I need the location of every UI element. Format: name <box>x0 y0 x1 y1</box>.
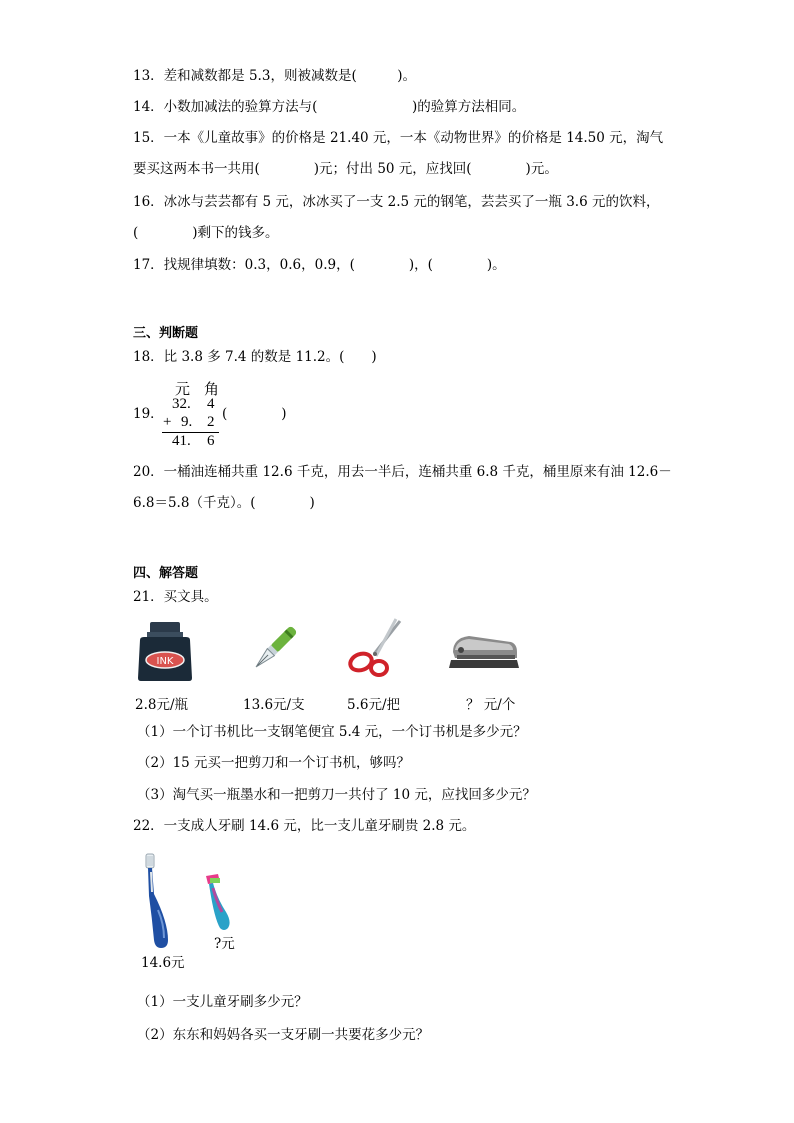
result-integer: 41. <box>172 433 191 449</box>
question-22: 22．一支成人牙刷 14.6 元，比一支儿童牙刷贵 2.8 元。 <box>133 818 476 834</box>
question-21-3: （3）淘气买一瓶墨水和一把剪刀一共付了 10 元，应找回多少元？ <box>137 787 536 803</box>
ink-bottle-icon <box>134 620 196 682</box>
scissors-price: 5.6元/把 <box>347 697 401 713</box>
stapler-icon <box>447 628 521 672</box>
question-21: 21．买文具。 <box>133 589 218 605</box>
adult-toothbrush-price: 14.6元 <box>141 955 185 971</box>
question-21-2: （2）15 元买一把剪刀和一个订书机，够吗？ <box>137 755 411 771</box>
question-18: 18．比 3.8 多 7.4 的数是 11.2。( ) <box>133 349 377 365</box>
question-19-answer: ( ) <box>222 406 287 422</box>
plus-sign: + <box>163 414 172 430</box>
result-decimal: 6 <box>207 433 215 449</box>
section-4-title: 四、解答题 <box>133 566 199 581</box>
question-14: 14．小数加减法的验算方法与( )的验算方法相同。 <box>133 99 526 115</box>
ink-label: INK <box>156 656 174 667</box>
child-toothbrush-price: ?元 <box>214 936 235 952</box>
row2-decimal: 2 <box>207 414 215 430</box>
question-22-2: （2）东东和妈妈各买一支牙刷一共要花多少元？ <box>137 1027 430 1043</box>
question-16-line-2: ( )剩下的钱多。 <box>133 225 279 241</box>
stapler-price: ？ 元/个 <box>466 697 516 713</box>
ink-price: 2.8元/瓶 <box>135 697 189 713</box>
header-jiao: 角 <box>204 382 220 398</box>
question-20-line-2: 6.8＝5.8（千克）。( ) <box>133 495 315 511</box>
question-17: 17．找规律填数：0.3，0.6，0.9，( )，( )。 <box>133 257 506 273</box>
question-15-line-1: 15．一本《儿童故事》的价格是 21.40 元，一本《动物世界》的价格是 14.50 元，淘气 <box>133 130 664 146</box>
question-13: 13．差和减数都是 5.3，则被减数是( )。 <box>133 68 416 84</box>
row1-integer: 32. <box>172 396 191 412</box>
child-toothbrush-icon <box>200 874 236 932</box>
scissors-icon <box>346 618 404 678</box>
question-19-label: 19． <box>133 406 164 422</box>
question-15-line-2: 要买这两本书一共用( )元；付出 50 元，应找回( )元。 <box>133 161 558 177</box>
fountain-pen-icon <box>246 624 300 676</box>
question-16-line-1: 16．冰冰与芸芸都有 5 元，冰冰买了一支 2.5 元的钢笔，芸芸买了一瓶 3.6 元的饮料， <box>133 194 660 210</box>
question-21-1: （1）一个订书机比一支钢笔便宜 5.4 元，一个订书机是多少元？ <box>137 724 527 740</box>
question-20-line-1: 20．一桶油连桶共重 12.6 千克，用去一半后，连桶共重 6.8 千克，桶里原来有油 12.6－ <box>133 464 672 480</box>
adult-toothbrush-icon <box>138 852 178 950</box>
row1-decimal: 4 <box>207 396 215 412</box>
question-22-1: （1）一支儿童牙刷多少元？ <box>137 994 308 1010</box>
pen-price: 13.6元/支 <box>243 697 305 713</box>
section-3-title: 三、判断题 <box>133 326 199 341</box>
header-yuan: 元 <box>175 382 191 398</box>
row2-integer: 9. <box>181 414 193 430</box>
